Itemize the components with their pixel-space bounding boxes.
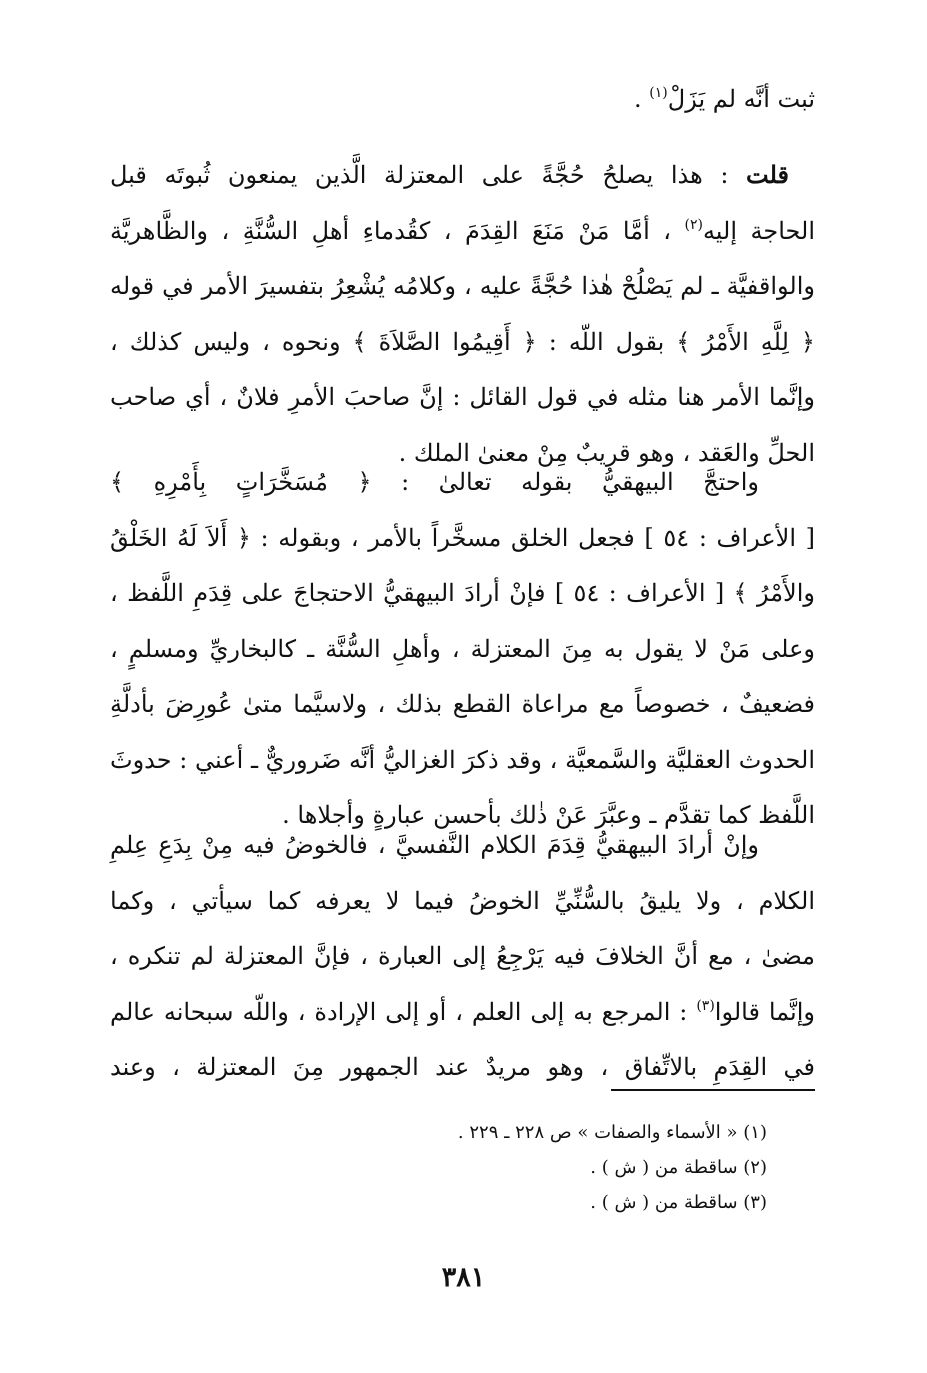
- paragraph-kalam-nafsi: [110, 818, 815, 1096]
- text-line: [110, 985, 815, 1041]
- text-line-tail: .: [634, 85, 650, 113]
- text-line-content: ثبت أنَّه لم يَزَلْ: [667, 85, 815, 113]
- text-line: وعلى مَنْ لا يقول به مِنَ المعتزلة ، وأهلِ السُّنَّة ـ كالبخاريِّ ومسلمٍ ،: [110, 634, 815, 663]
- text-line-content: ، أمَّا مَنْ مَنَعَ القِدَمَ ، كقُدماءِ أهلِ السُّنَّةِ ، والظَّاهريَّة: [110, 216, 671, 245]
- text-line: مضىٰ ، مع أنَّ الخلافَ فيه يَرْجِعُ إلى العبارة ، فإنَّ المعتزلة لم تنكره ،: [110, 942, 816, 970]
- text-line: [110, 72, 815, 128]
- text-line: فضعيفٌ ، خصوصاً مع مراعاة القطع بذلك ، ولاسيَّما متىٰ عُورِضَ بأدلَّةِ: [110, 690, 815, 718]
- text-line-content: : المرجع به إلى العلم ، أو إلى الإرادة ، واللّه سبحانه عالم: [110, 997, 688, 1026]
- footnote-ref-3[interactable]: (٣): [696, 997, 715, 1014]
- text-line: الكلام ، ولا يليقُ بالسُّنِّيِّ الخوضُ فيما لا يعرفه كما سيأتي ، وكما: [110, 886, 815, 915]
- text-line: [110, 204, 815, 260]
- text-line: ﴿ لِلَّهِ الأَمْرُ ﴾ بقول اللّه : ﴿ أَقِيمُوا الصَّلاَةَ ﴾ ونحوه ، وليس كذلك ،: [110, 327, 815, 356]
- footnote-1: (١) « الأسماء والصفات » ص ٢٢٨ ـ ٢٢٩ .: [457, 1122, 767, 1143]
- footnotes: [267, 1115, 767, 1220]
- footnote-2: (٢) ساقطة من ( ش ) .: [590, 1157, 767, 1178]
- text-line: والأَمْرُ ﴾ [ الأعراف : ٥٤ ] فإنْ أرادَ البيهقيُّ الاحتجاجَ على قِدَمِ اللَّفظ ،: [110, 579, 815, 607]
- footnote-3: (٣) ساقطة من ( ش ) .: [590, 1192, 767, 1213]
- text-line: والواقفيَّة ـ لم يَصْلُحْ هٰذا حُجَّةً عليه ، وكلامُه يُشْعِرُ بتفسيرَ الأمر في قوله: [110, 272, 815, 300]
- footnote-separator: [611, 1089, 815, 1091]
- qultu-lead: قلت: [746, 160, 789, 189]
- text-line: [ الأعراف : ٥٤ ] فجعل الخلق مسخَّراً بالأمر ، وبقوله : ﴿ أَلاَ لَهُ الخَلْقُ: [110, 523, 815, 552]
- text-line: واحتجَّ البيهقيُّ بقوله تعالىٰ : ﴿ مُسَخَّرَاتٍ بِأَمْرِهِ ﴾: [110, 468, 759, 496]
- text-line: الحدوث العقليَّة والسَّمعيَّة ، وقد ذكرَ الغزاليُّ أنَّه ضَروريٌّ ـ أعني : حدوثَ: [110, 745, 815, 774]
- paragraph-bayhaqi-argument: [110, 455, 815, 844]
- text-line: [110, 147, 815, 204]
- page-number: ٣٨١: [441, 1262, 486, 1293]
- text-line-content: الحاجة إليه: [702, 216, 815, 245]
- paragraph-qultu: [110, 147, 815, 481]
- text-line: وإنَّما الأمر هنا مثله في قول القائل : إنَّ صاحبَ الأمرِ فلانٌ ، أي صاحب: [110, 383, 815, 411]
- text-line-content: وإنَّما قالوا: [714, 997, 815, 1026]
- paragraph-opening: [110, 72, 815, 128]
- footnote-ref-1[interactable]: (١): [649, 85, 668, 101]
- footnote-ref-2[interactable]: (٢): [684, 216, 703, 233]
- text-line: اللَّفظ كما تقدَّم ـ وعبَّرَ عَنْ ذٰلك بأحسن عبارةٍ وأجلاها .: [282, 801, 815, 829]
- text-line-content: : هذا يصلحُ حُجَّةً على المعتزلة الَّذين يمنعون ثُبوتَه قبل: [110, 161, 747, 189]
- text-line: في القِدَمِ بالاتِّفاق ، وهو مريدٌ عند الجمهور مِنَ المعتزلة ، وعند: [110, 1053, 815, 1081]
- text-line: وإنْ أرادَ البيهقيُّ قِدَمَ الكلام النَّفسيَّ ، فالخوضُ فيه مِنْ بِدَعِ عِلمِ: [110, 831, 759, 859]
- text-line: الحلِّ والعَقد ، وهو قريبٌ مِنْ معنىٰ الملك .: [398, 438, 815, 467]
